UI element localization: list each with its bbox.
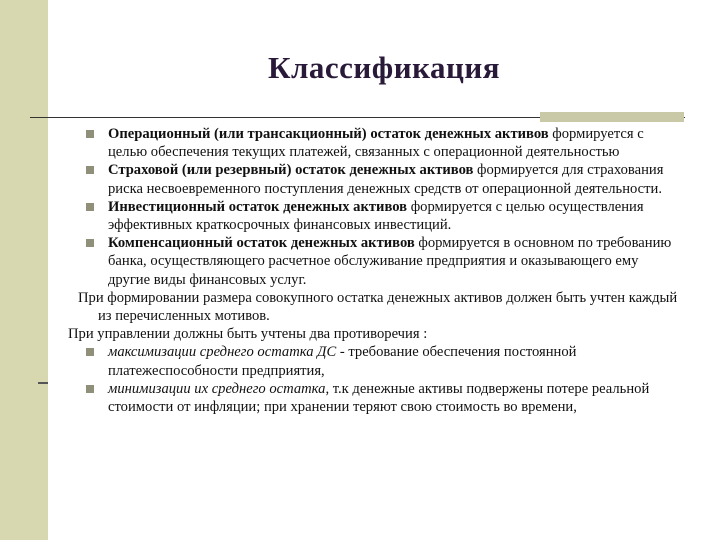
- item-text: - требование обеспечения постоянной платежеспособности предприятия,: [108, 344, 577, 379]
- item-heading: минимизации их среднего остатка: [108, 380, 326, 397]
- list-item-maximization: [78, 343, 683, 379]
- list-item-operational: [78, 125, 683, 161]
- title-divider-block: [540, 112, 684, 122]
- list-item-minimization: [78, 380, 683, 416]
- item-heading: Инвестиционный остаток денежных активов: [108, 198, 408, 215]
- item-heading: Страховой (или резервный) остаток денежных активов: [108, 162, 474, 179]
- item-text: формируется с целью обеспечения текущих платежей, связанных с операционной деятельностью: [108, 126, 644, 161]
- square-bullet-icon: [86, 203, 94, 211]
- slide-title: Классификация: [268, 50, 500, 85]
- square-bullet-icon: [86, 385, 94, 393]
- list-item-insurance: [78, 161, 683, 197]
- square-bullet-icon: [86, 166, 94, 174]
- side-accent-mark: [38, 382, 48, 384]
- item-heading: Компенсационный остаток денежных активов: [108, 235, 415, 252]
- item-heading: максимизации среднего остатка ДС: [108, 344, 337, 361]
- list-item-investment: [78, 198, 683, 234]
- paragraph-motives: При формировании размера совокупного остатка денежных активов должен быть учтен каждый из перечисленных мотивов.: [78, 289, 678, 325]
- square-bullet-icon: [86, 130, 94, 138]
- item-text: , т.к денежные активы подвержены потере реальной стоимости от инфляции; при хранении теряют свою стоимость во времени,: [108, 380, 650, 416]
- square-bullet-icon: [86, 348, 94, 356]
- slide-content: [68, 125, 683, 416]
- side-bar: [0, 0, 48, 540]
- list-item-compensation: [78, 234, 683, 289]
- square-bullet-icon: [86, 239, 94, 247]
- paragraph-contradictions: При управлении должны быть учтены два противоречия :: [68, 326, 428, 343]
- item-heading: Операционный (или трансакционный) остаток денежных активов: [108, 126, 549, 142]
- item-text: формируется с целью осуществления эффективных краткосрочных финансовых инвестиций.: [108, 198, 644, 234]
- item-text: формируется для страхования риска несвоевременного поступления денежных средств от операционной деятельности.: [108, 162, 664, 197]
- item-text: формируется в основном по требованию банка, осуществляющего расчетное обслуживание предприятия и оказывающего ему другие виды финансовых услуг.: [108, 235, 672, 288]
